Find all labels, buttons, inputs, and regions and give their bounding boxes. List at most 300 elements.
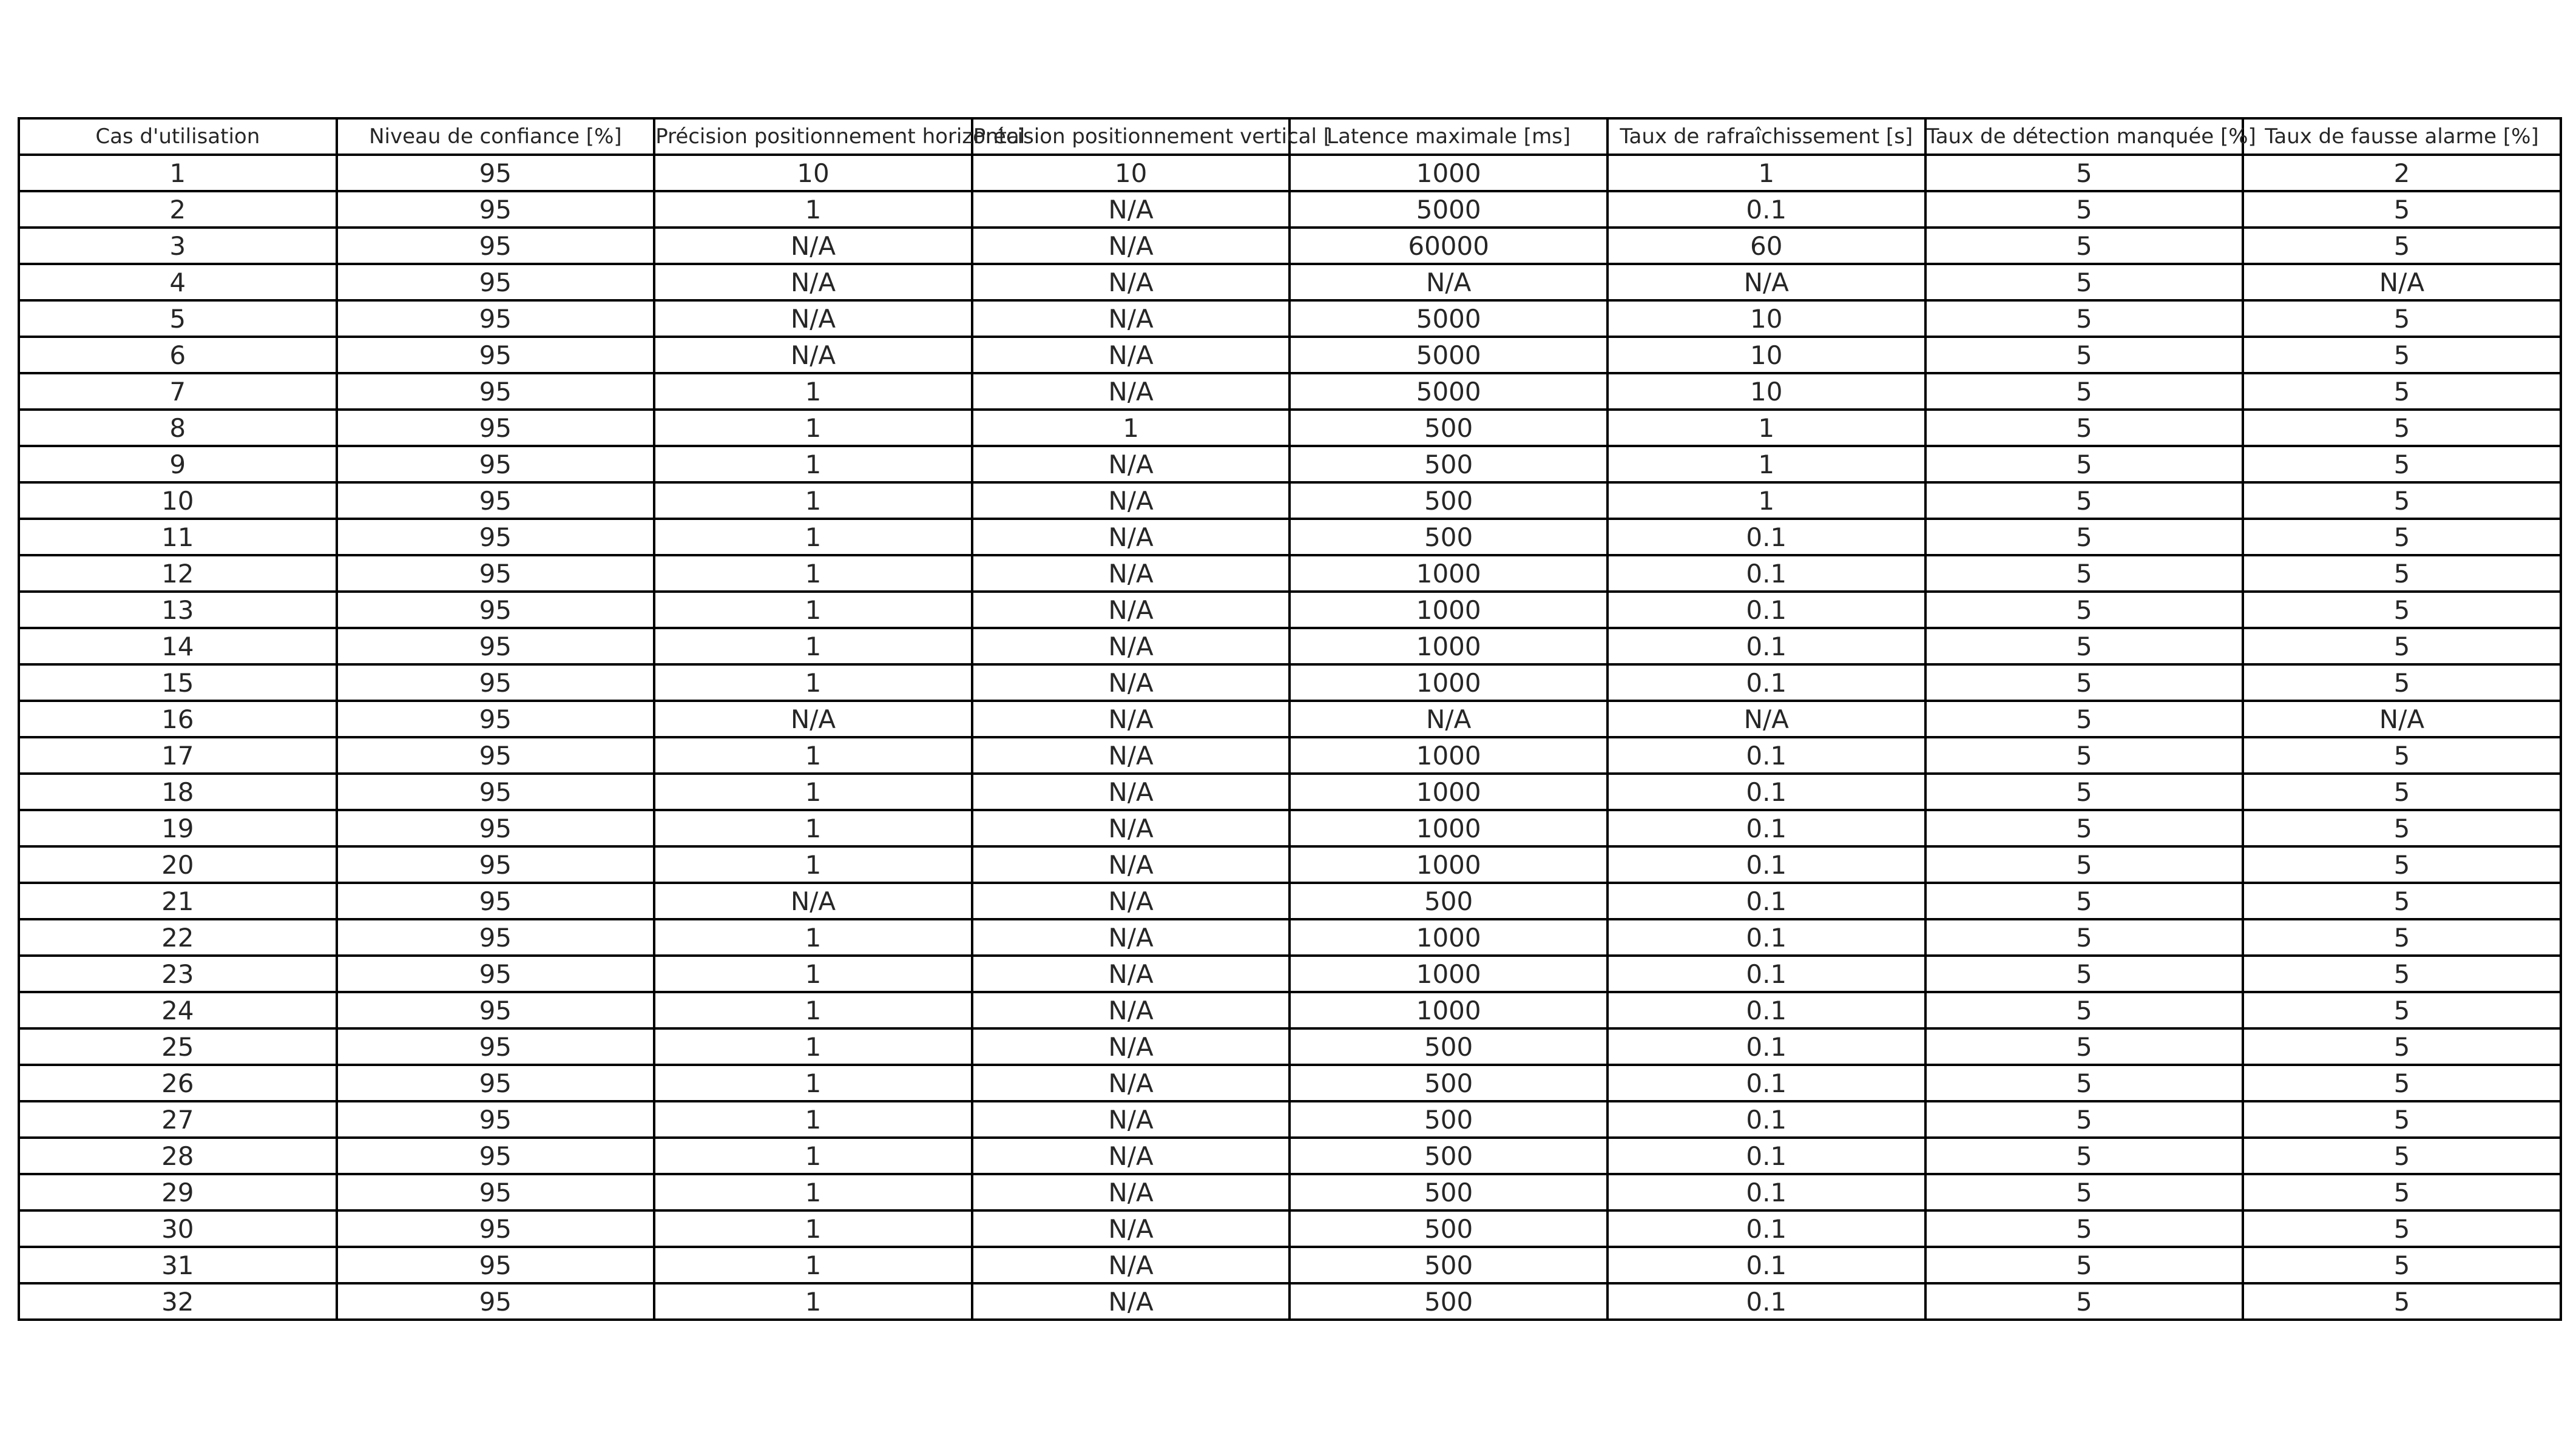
column-header: Niveau de confiance [%] xyxy=(337,118,655,155)
table-cell: 1 xyxy=(654,810,972,846)
table-row xyxy=(19,1101,2561,1138)
table-cell: 500 xyxy=(1290,446,1607,482)
table-cell: 1 xyxy=(654,1283,972,1320)
table-cell: 1 xyxy=(654,737,972,774)
table-cell: N/A xyxy=(972,264,1290,300)
table-cell: 9 xyxy=(19,446,337,482)
table-cell: 5 xyxy=(1925,1283,2243,1320)
table-cell: 6 xyxy=(19,337,337,373)
column-header: Taux de fausse alarme [%] xyxy=(2243,118,2561,155)
table-cell: N/A xyxy=(972,337,1290,373)
table-cell: N/A xyxy=(1290,701,1607,737)
table-cell: 5 xyxy=(1925,1247,2243,1283)
table-cell: 5 xyxy=(1925,191,2243,228)
table-cell: 5 xyxy=(1925,519,2243,555)
table-cell: 1000 xyxy=(1290,846,1607,883)
table-cell: 30 xyxy=(19,1210,337,1247)
table-cell: N/A xyxy=(972,1210,1290,1247)
table-cell: 5 xyxy=(1925,1210,2243,1247)
table-cell: 1000 xyxy=(1290,155,1607,191)
column-header: Latence maximale [ms] xyxy=(1290,118,1607,155)
table-cell: 5 xyxy=(1925,1028,2243,1065)
table-cell: 5 xyxy=(2243,519,2561,555)
table-cell: 95 xyxy=(337,264,655,300)
table-cell: N/A xyxy=(972,919,1290,956)
table-cell: 5 xyxy=(1925,1138,2243,1174)
table-cell: 1 xyxy=(654,519,972,555)
table-cell: 5 xyxy=(19,300,337,337)
table-cell: N/A xyxy=(972,228,1290,264)
table-cell: 5000 xyxy=(1290,373,1607,410)
table-cell: 5 xyxy=(2243,737,2561,774)
table-row xyxy=(19,592,2561,628)
table-cell: 95 xyxy=(337,628,655,664)
table-cell: 5 xyxy=(1925,300,2243,337)
table-cell: 2 xyxy=(19,191,337,228)
table-cell: 95 xyxy=(337,664,655,701)
table-cell: 5 xyxy=(1925,919,2243,956)
table-cell: 26 xyxy=(19,1065,337,1101)
table-cell: 0.1 xyxy=(1607,992,1925,1028)
table-cell: 23 xyxy=(19,956,337,992)
table-cell: 5000 xyxy=(1290,300,1607,337)
table-cell: 5 xyxy=(1925,1065,2243,1101)
table-cell: 1000 xyxy=(1290,628,1607,664)
table-cell: 500 xyxy=(1290,1065,1607,1101)
table-cell: 5 xyxy=(1925,628,2243,664)
table-cell: 500 xyxy=(1290,883,1607,919)
table-row xyxy=(19,228,2561,264)
table-cell: 5 xyxy=(2243,1210,2561,1247)
table-row xyxy=(19,264,2561,300)
table-cell: 1 xyxy=(654,919,972,956)
table-cell: 95 xyxy=(337,846,655,883)
table-cell: 5 xyxy=(1925,883,2243,919)
table-cell: N/A xyxy=(972,1138,1290,1174)
table-row xyxy=(19,701,2561,737)
table-cell: 10 xyxy=(19,482,337,519)
table-cell: 1000 xyxy=(1290,555,1607,592)
column-header: Précision positionnement vertical [ xyxy=(972,118,1290,155)
table-cell: 1 xyxy=(654,1028,972,1065)
table-cell: N/A xyxy=(654,228,972,264)
table-cell: 5 xyxy=(2243,555,2561,592)
table-cell: 95 xyxy=(337,446,655,482)
table-cell: 5 xyxy=(1925,1101,2243,1138)
table-cell: 95 xyxy=(337,1174,655,1210)
table-cell: 0.1 xyxy=(1607,555,1925,592)
table-row xyxy=(19,1174,2561,1210)
table-cell: 5 xyxy=(2243,664,2561,701)
table-cell: 1 xyxy=(654,628,972,664)
table-cell: 0.1 xyxy=(1607,1101,1925,1138)
table-row xyxy=(19,774,2561,810)
table-cell: N/A xyxy=(654,264,972,300)
table-cell: 5 xyxy=(2243,846,2561,883)
table-cell: 5 xyxy=(1925,228,2243,264)
table-cell: N/A xyxy=(1607,701,1925,737)
table-body xyxy=(19,155,2561,1320)
table-cell: 2 xyxy=(2243,155,2561,191)
table-cell: 60 xyxy=(1607,228,1925,264)
table-cell: 10 xyxy=(654,155,972,191)
table-cell: 95 xyxy=(337,810,655,846)
table-cell: N/A xyxy=(972,1028,1290,1065)
table-cell: 0.1 xyxy=(1607,1247,1925,1283)
table-cell: 500 xyxy=(1290,410,1607,446)
table-cell: 5 xyxy=(1925,846,2243,883)
table-cell: 5 xyxy=(2243,1283,2561,1320)
table-cell: N/A xyxy=(972,1065,1290,1101)
table-cell: 5 xyxy=(1925,774,2243,810)
table-row xyxy=(19,519,2561,555)
table-cell: 5 xyxy=(2243,191,2561,228)
requirements-table-container xyxy=(18,117,2560,1321)
table-cell: N/A xyxy=(972,1247,1290,1283)
column-header: Précision positionnement horizontal xyxy=(654,118,972,155)
table-row xyxy=(19,191,2561,228)
table-cell: 22 xyxy=(19,919,337,956)
table-cell: 1 xyxy=(654,191,972,228)
table-cell: 1 xyxy=(1607,446,1925,482)
table-cell: 5 xyxy=(2243,919,2561,956)
table-cell: 0.1 xyxy=(1607,1138,1925,1174)
table-cell: 5000 xyxy=(1290,337,1607,373)
table-cell: 0.1 xyxy=(1607,628,1925,664)
table-cell: 5 xyxy=(1925,410,2243,446)
table-cell: 25 xyxy=(19,1028,337,1065)
table-cell: 0.1 xyxy=(1607,956,1925,992)
table-cell: 16 xyxy=(19,701,337,737)
table-cell: 5 xyxy=(2243,1247,2561,1283)
table-cell: 95 xyxy=(337,410,655,446)
table-cell: 3 xyxy=(19,228,337,264)
table-cell: 95 xyxy=(337,1210,655,1247)
table-cell: 0.1 xyxy=(1607,1210,1925,1247)
table-cell: 5 xyxy=(2243,883,2561,919)
table-cell: 95 xyxy=(337,300,655,337)
table-cell: 20 xyxy=(19,846,337,883)
table-cell: 5 xyxy=(2243,482,2561,519)
table-cell: 5 xyxy=(1925,737,2243,774)
table-cell: 1000 xyxy=(1290,992,1607,1028)
table-cell: 1 xyxy=(654,373,972,410)
table-cell: 0.1 xyxy=(1607,664,1925,701)
table-cell: 5 xyxy=(2243,373,2561,410)
table-cell: 500 xyxy=(1290,1247,1607,1283)
table-row xyxy=(19,337,2561,373)
table-cell: 95 xyxy=(337,774,655,810)
table-cell: 95 xyxy=(337,155,655,191)
table-cell: 0.1 xyxy=(1607,810,1925,846)
table-cell: 5 xyxy=(2243,774,2561,810)
table-cell: N/A xyxy=(2243,701,2561,737)
table-row xyxy=(19,1065,2561,1101)
table-cell: 0.1 xyxy=(1607,1028,1925,1065)
table-cell: N/A xyxy=(972,810,1290,846)
table-cell: N/A xyxy=(972,555,1290,592)
table-cell: 1 xyxy=(972,410,1290,446)
table-cell: N/A xyxy=(654,300,972,337)
table-cell: 1 xyxy=(654,664,972,701)
table-cell: 1 xyxy=(654,1247,972,1283)
table-cell: 0.1 xyxy=(1607,846,1925,883)
table-cell: 21 xyxy=(19,883,337,919)
table-cell: 31 xyxy=(19,1247,337,1283)
table-cell: 500 xyxy=(1290,1174,1607,1210)
table-cell: 95 xyxy=(337,337,655,373)
table-cell: 95 xyxy=(337,555,655,592)
table-row xyxy=(19,373,2561,410)
table-cell: 1 xyxy=(654,1174,972,1210)
table-cell: 5 xyxy=(2243,1065,2561,1101)
table-cell: 5 xyxy=(1925,810,2243,846)
table-cell: 500 xyxy=(1290,1028,1607,1065)
table-cell: 8 xyxy=(19,410,337,446)
table-row xyxy=(19,300,2561,337)
table-cell: N/A xyxy=(972,737,1290,774)
table-cell: 95 xyxy=(337,228,655,264)
table-cell: 5 xyxy=(2243,228,2561,264)
table-cell: 5 xyxy=(1925,701,2243,737)
table-row xyxy=(19,1247,2561,1283)
table-cell: 95 xyxy=(337,701,655,737)
table-row xyxy=(19,1028,2561,1065)
table-cell: 5 xyxy=(2243,810,2561,846)
table-cell: 500 xyxy=(1290,1101,1607,1138)
table-cell: 0.1 xyxy=(1607,883,1925,919)
table-row xyxy=(19,446,2561,482)
table-cell: 0.1 xyxy=(1607,519,1925,555)
table-cell: 5 xyxy=(2243,1138,2561,1174)
table-cell: 5 xyxy=(1925,664,2243,701)
table-cell: 1 xyxy=(654,846,972,883)
table-cell: 5 xyxy=(2243,410,2561,446)
table-cell: N/A xyxy=(972,701,1290,737)
table-cell: 10 xyxy=(1607,337,1925,373)
table-cell: 10 xyxy=(972,155,1290,191)
table-row xyxy=(19,482,2561,519)
table-cell: 5 xyxy=(1925,1174,2243,1210)
table-cell: N/A xyxy=(972,1283,1290,1320)
table-cell: N/A xyxy=(972,519,1290,555)
table-cell: 95 xyxy=(337,992,655,1028)
table-cell: 1 xyxy=(654,1065,972,1101)
table-cell: 5 xyxy=(2243,300,2561,337)
table-cell: 1 xyxy=(654,482,972,519)
table-cell: N/A xyxy=(972,191,1290,228)
table-cell: 95 xyxy=(337,1028,655,1065)
table-cell: 95 xyxy=(337,1065,655,1101)
table-cell: 17 xyxy=(19,737,337,774)
table-cell: N/A xyxy=(2243,264,2561,300)
table-cell: 1 xyxy=(654,410,972,446)
table-cell: 5 xyxy=(1925,373,2243,410)
table-cell: 95 xyxy=(337,919,655,956)
column-header: Taux de rafraîchissement [s] xyxy=(1607,118,1925,155)
table-cell: 95 xyxy=(337,373,655,410)
table-cell: 7 xyxy=(19,373,337,410)
table-cell: N/A xyxy=(654,883,972,919)
table-cell: 1000 xyxy=(1290,592,1607,628)
table-cell: 19 xyxy=(19,810,337,846)
table-cell: 1 xyxy=(654,1101,972,1138)
table-cell: 0.1 xyxy=(1607,1174,1925,1210)
table-cell: N/A xyxy=(972,883,1290,919)
table-cell: N/A xyxy=(972,446,1290,482)
table-row xyxy=(19,628,2561,664)
table-row xyxy=(19,956,2561,992)
table-cell: 0.1 xyxy=(1607,1065,1925,1101)
requirements-table xyxy=(18,117,2562,1321)
table-cell: N/A xyxy=(654,701,972,737)
table-row xyxy=(19,846,2561,883)
table-cell: 5 xyxy=(1925,337,2243,373)
table-cell: 500 xyxy=(1290,1283,1607,1320)
table-cell: 95 xyxy=(337,1247,655,1283)
table-cell: 95 xyxy=(337,1101,655,1138)
table-cell: 5 xyxy=(1925,155,2243,191)
table-cell: 500 xyxy=(1290,519,1607,555)
table-row xyxy=(19,992,2561,1028)
table-cell: 500 xyxy=(1290,1138,1607,1174)
table-cell: 14 xyxy=(19,628,337,664)
table-cell: 1 xyxy=(654,956,972,992)
table-cell: 18 xyxy=(19,774,337,810)
table-cell: 5 xyxy=(2243,1028,2561,1065)
table-cell: 5 xyxy=(1925,992,2243,1028)
table-cell: 12 xyxy=(19,555,337,592)
table-cell: 0.1 xyxy=(1607,592,1925,628)
table-cell: N/A xyxy=(1607,264,1925,300)
table-cell: 13 xyxy=(19,592,337,628)
table-cell: 1000 xyxy=(1290,664,1607,701)
table-cell: N/A xyxy=(1290,264,1607,300)
table-cell: 5 xyxy=(1925,956,2243,992)
table-cell: N/A xyxy=(972,846,1290,883)
table-row xyxy=(19,810,2561,846)
table-cell: 1000 xyxy=(1290,810,1607,846)
table-header-row xyxy=(19,118,2561,155)
table-row xyxy=(19,919,2561,956)
table-cell: 1 xyxy=(654,1138,972,1174)
table-cell: 10 xyxy=(1607,373,1925,410)
table-cell: 15 xyxy=(19,664,337,701)
table-cell: 5 xyxy=(2243,992,2561,1028)
table-cell: 5 xyxy=(1925,555,2243,592)
table-cell: 28 xyxy=(19,1138,337,1174)
table-row xyxy=(19,1283,2561,1320)
table-cell: N/A xyxy=(972,1101,1290,1138)
table-cell: 0.1 xyxy=(1607,774,1925,810)
table-cell: 500 xyxy=(1290,482,1607,519)
table-cell: 0.1 xyxy=(1607,919,1925,956)
table-row xyxy=(19,883,2561,919)
table-cell: 1000 xyxy=(1290,737,1607,774)
table-cell: N/A xyxy=(972,956,1290,992)
table-row xyxy=(19,1210,2561,1247)
table-cell: 5 xyxy=(1925,446,2243,482)
table-cell: 95 xyxy=(337,1138,655,1174)
table-row xyxy=(19,1138,2561,1174)
table-cell: 1 xyxy=(654,592,972,628)
table-cell: 1000 xyxy=(1290,919,1607,956)
table-cell: 5 xyxy=(2243,628,2561,664)
table-cell: 24 xyxy=(19,992,337,1028)
column-header: Taux de détection manquée [%] xyxy=(1925,118,2243,155)
table-cell: N/A xyxy=(972,1174,1290,1210)
table-cell: 5 xyxy=(2243,446,2561,482)
table-cell: N/A xyxy=(972,373,1290,410)
table-cell: N/A xyxy=(654,337,972,373)
table-cell: 60000 xyxy=(1290,228,1607,264)
table-row xyxy=(19,737,2561,774)
table-cell: 1 xyxy=(1607,155,1925,191)
table-cell: N/A xyxy=(972,592,1290,628)
table-cell: 1000 xyxy=(1290,774,1607,810)
table-cell: N/A xyxy=(972,664,1290,701)
table-cell: 0.1 xyxy=(1607,191,1925,228)
table-cell: 1 xyxy=(654,1210,972,1247)
table-cell: 5 xyxy=(1925,482,2243,519)
table-cell: 5 xyxy=(2243,1174,2561,1210)
table-cell: 0.1 xyxy=(1607,1283,1925,1320)
table-cell: 1 xyxy=(654,992,972,1028)
table-row xyxy=(19,555,2561,592)
table-cell: N/A xyxy=(972,300,1290,337)
table-cell: 27 xyxy=(19,1101,337,1138)
table-cell: N/A xyxy=(972,774,1290,810)
table-cell: 5 xyxy=(2243,592,2561,628)
table-cell: 95 xyxy=(337,883,655,919)
table-cell: 1 xyxy=(654,555,972,592)
table-cell: 5 xyxy=(2243,1101,2561,1138)
table-cell: 95 xyxy=(337,519,655,555)
table-cell: 1 xyxy=(654,446,972,482)
table-cell: 1 xyxy=(19,155,337,191)
table-cell: 0.1 xyxy=(1607,737,1925,774)
column-header: Cas d'utilisation xyxy=(19,118,337,155)
table-row xyxy=(19,410,2561,446)
table-cell: 95 xyxy=(337,737,655,774)
table-cell: 5 xyxy=(1925,264,2243,300)
table-cell: 1 xyxy=(1607,410,1925,446)
table-cell: 95 xyxy=(337,191,655,228)
table-cell: 500 xyxy=(1290,1210,1607,1247)
table-cell: 10 xyxy=(1607,300,1925,337)
table-cell: 1 xyxy=(654,774,972,810)
table-cell: 95 xyxy=(337,592,655,628)
table-cell: N/A xyxy=(972,628,1290,664)
table-cell: 29 xyxy=(19,1174,337,1210)
table-cell: 5000 xyxy=(1290,191,1607,228)
table-cell: 1 xyxy=(1607,482,1925,519)
table-cell: 5 xyxy=(1925,592,2243,628)
table-cell: 5 xyxy=(2243,337,2561,373)
table-cell: 5 xyxy=(2243,956,2561,992)
table-cell: 95 xyxy=(337,482,655,519)
table-row xyxy=(19,155,2561,191)
table-cell: 11 xyxy=(19,519,337,555)
table-cell: 32 xyxy=(19,1283,337,1320)
table-cell: N/A xyxy=(972,482,1290,519)
table-cell: 4 xyxy=(19,264,337,300)
table-cell: 95 xyxy=(337,1283,655,1320)
table-cell: N/A xyxy=(972,992,1290,1028)
table-cell: 95 xyxy=(337,956,655,992)
table-row xyxy=(19,664,2561,701)
table-cell: 1000 xyxy=(1290,956,1607,992)
